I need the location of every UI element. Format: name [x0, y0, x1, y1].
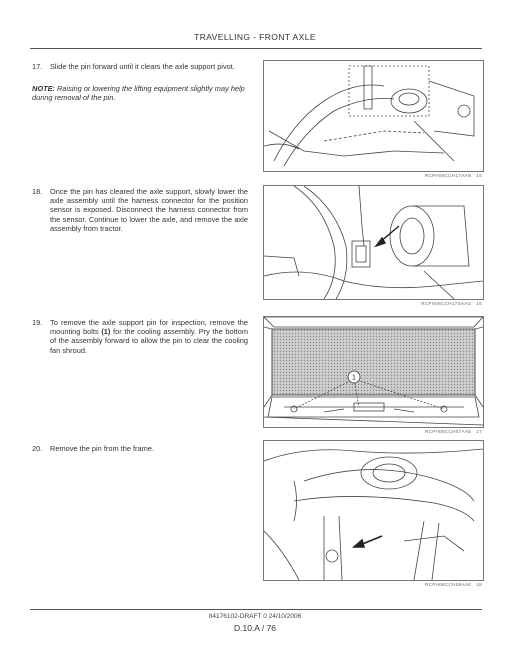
- figure-ref-code: RCPH06CCH07AAE: [424, 429, 472, 434]
- step-17: [32, 62, 248, 71]
- callout-label: 1: [352, 374, 356, 382]
- step-text-part: for the cooling assembly. Pry the bottom of the assembly forward to allow the pin to clear the cooling fan shroud.: [50, 327, 248, 355]
- note-text: Raising or lowering the lifting equipment slightly may help during removal of the pin.: [32, 84, 245, 103]
- document-id: 84176102-DRAFT 0 24/10/2006: [208, 613, 302, 620]
- figure-ref-code: RCPH06CCH17SAAG: [421, 301, 472, 306]
- note-label: NOTE:: [32, 84, 55, 93]
- figure-18: [263, 440, 484, 581]
- figure-number: 17: [476, 429, 482, 434]
- header-rule: [30, 48, 482, 49]
- figure-17-illustration: [264, 317, 483, 427]
- step-number: 18.: [32, 187, 43, 196]
- figure-number: 15: [476, 173, 482, 178]
- step-text: Remove the pin from the frame.: [50, 444, 154, 453]
- note: [32, 84, 248, 102]
- step-text: [50, 318, 248, 355]
- callout-reference: (1): [101, 327, 111, 337]
- step-text: Slide the pin forward until it clears the axle support pivot.: [50, 62, 235, 71]
- figure-15: [263, 60, 484, 172]
- step-text-part: To remove the axle support pin for inspection, remove the mounting bolts: [50, 318, 248, 337]
- step-text: Once the pin has cleared the axle support, slowly lower the axle assembly until the harness connector for the position sensor is exposed. Disconnect the harness connector from the sensor. Continue to lower the axle, and remove the axle assembly from tractor.: [50, 187, 248, 233]
- step-number: 20.: [32, 444, 43, 453]
- step-20: [32, 444, 248, 453]
- figure-16-illustration: [264, 186, 483, 299]
- page-header: TRAVELLING - FRONT AXLE: [194, 32, 316, 42]
- figure-ref-code: RCPH06CCH17AAN: [424, 173, 472, 178]
- step-number: 17.: [32, 62, 43, 71]
- page-number: D.10.A / 76: [233, 623, 277, 633]
- step-number: 19.: [32, 318, 43, 327]
- figure-number: 18: [476, 582, 482, 587]
- step-19: [32, 318, 248, 355]
- figure-17-ref: [425, 429, 482, 434]
- step-18: [32, 187, 248, 233]
- figure-17: [263, 316, 484, 428]
- figure-16: [263, 185, 484, 300]
- footer-rule: [30, 609, 482, 610]
- figure-ref-code: RCPH06CCH06AAE: [424, 582, 472, 587]
- figure-18-ref: [425, 582, 482, 587]
- figure-18-illustration: [264, 441, 483, 580]
- figure-number: 16: [476, 301, 482, 306]
- figure-15-ref: [425, 173, 482, 178]
- figure-15-illustration: [264, 61, 483, 171]
- figure-16-ref: [421, 301, 482, 306]
